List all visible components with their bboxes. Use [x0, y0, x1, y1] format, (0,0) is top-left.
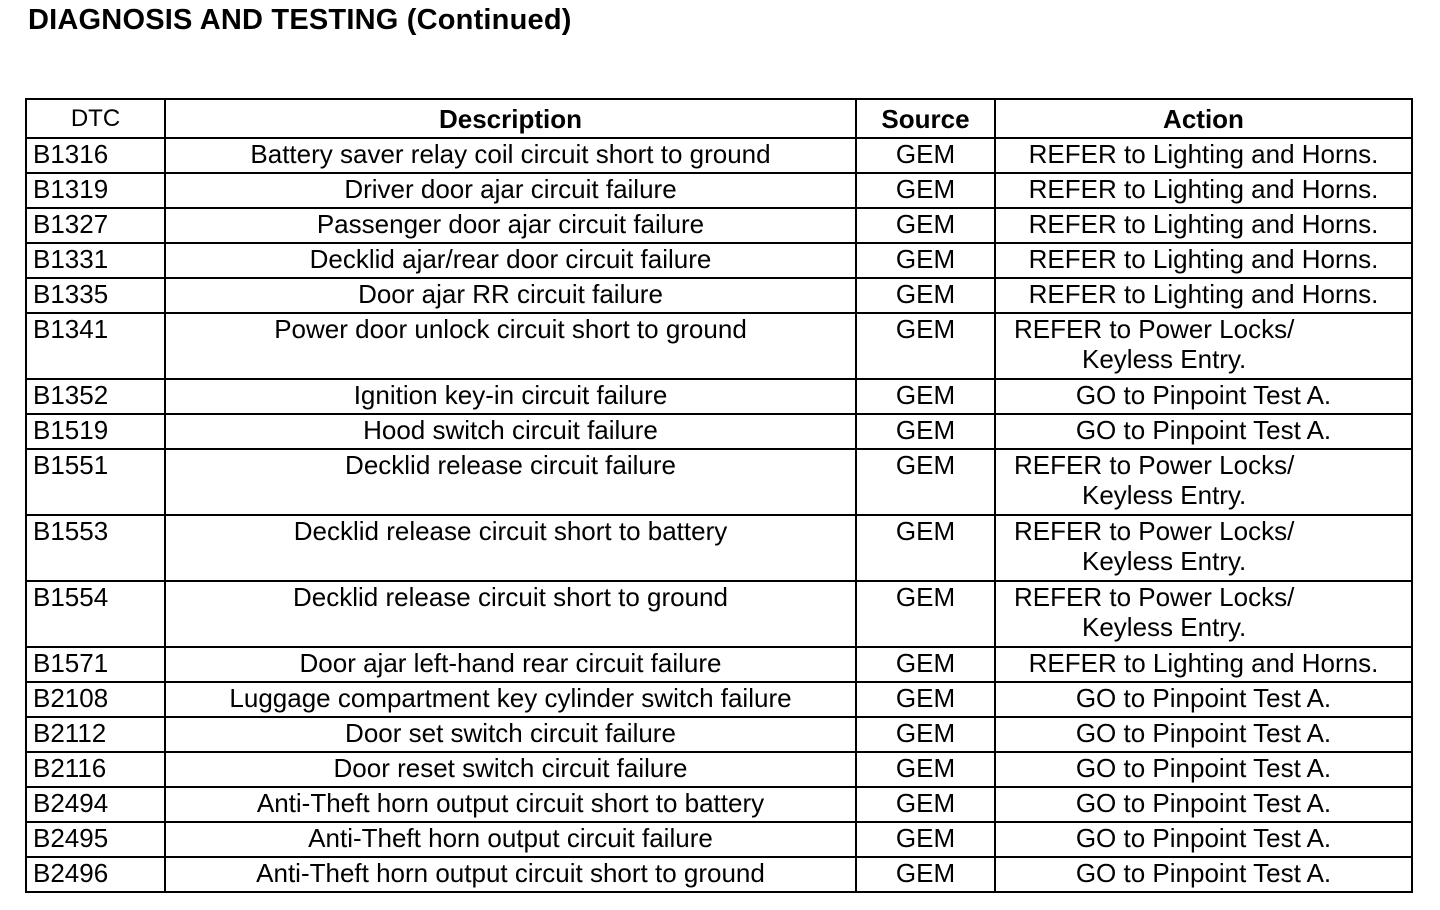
- action-cell: [995, 278, 1412, 313]
- dtc-code-cell: B1571: [26, 647, 165, 682]
- table-row: [26, 173, 1412, 208]
- dtc-code-cell: B2108: [26, 682, 165, 717]
- action-text: GO to Pinpoint Test A.: [1075, 858, 1332, 888]
- table-row: [26, 647, 1412, 682]
- action-text: Keyless Entry.: [1082, 612, 1247, 642]
- action-cell: [995, 449, 1412, 515]
- source-cell: GEM: [856, 682, 995, 717]
- table-row: [26, 717, 1412, 752]
- table-row: [26, 857, 1412, 892]
- action-text: REFER to Lighting and Horns.: [1028, 648, 1379, 678]
- source-cell: GEM: [856, 243, 995, 278]
- dtc-code-cell: B2496: [26, 857, 165, 892]
- action-cell: [995, 379, 1412, 414]
- description-cell: Decklid release circuit failure: [165, 449, 856, 515]
- table-row: [26, 515, 1412, 581]
- action-text: REFER to Power Locks/: [1014, 314, 1295, 344]
- action-cell: [995, 857, 1412, 892]
- table-row: [26, 208, 1412, 243]
- action-text: Keyless Entry.: [1082, 480, 1247, 510]
- action-cell: [995, 752, 1412, 787]
- table-row: [26, 243, 1412, 278]
- action-text: Keyless Entry.: [1082, 546, 1247, 576]
- action-cell: [995, 787, 1412, 822]
- action-text: GO to Pinpoint Test A.: [1075, 683, 1332, 713]
- source-cell: GEM: [856, 717, 995, 752]
- description-cell: Luggage compartment key cylinder switch failure: [165, 682, 856, 717]
- dtc-code-cell: B1553: [26, 515, 165, 581]
- dtc-code-cell: B1352: [26, 379, 165, 414]
- action-cell: [995, 647, 1412, 682]
- source-cell: GEM: [856, 278, 995, 313]
- dtc-code-cell: B1327: [26, 208, 165, 243]
- source-cell: GEM: [856, 515, 995, 581]
- source-cell: GEM: [856, 379, 995, 414]
- table-row: [26, 379, 1412, 414]
- header-dtc: DTC: [26, 99, 165, 138]
- description-cell: Hood switch circuit failure: [165, 414, 856, 449]
- dtc-code-cell: B1331: [26, 243, 165, 278]
- table-body: [26, 138, 1412, 892]
- description-cell: Anti-Theft horn output circuit short to ground: [165, 857, 856, 892]
- dtc-code-cell: B2116: [26, 752, 165, 787]
- action-text: REFER to Lighting and Horns.: [1028, 174, 1379, 204]
- page-title: DIAGNOSIS AND TESTING (Continued): [28, 4, 572, 36]
- table-row: [26, 581, 1412, 647]
- description-cell: Decklid release circuit short to battery: [165, 515, 856, 581]
- description-cell: Door ajar RR circuit failure: [165, 278, 856, 313]
- table-row: [26, 787, 1412, 822]
- dtc-code-cell: B2112: [26, 717, 165, 752]
- action-cell: [995, 515, 1412, 581]
- action-cell: [995, 581, 1412, 647]
- source-cell: GEM: [856, 313, 995, 379]
- action-cell: [995, 243, 1412, 278]
- description-cell: Anti-Theft horn output circuit failure: [165, 822, 856, 857]
- dtc-code-cell: B1551: [26, 449, 165, 515]
- description-cell: Anti-Theft horn output circuit short to battery: [165, 787, 856, 822]
- description-cell: Power door unlock circuit short to ground: [165, 313, 856, 379]
- action-cell: [995, 717, 1412, 752]
- action-text: REFER to Power Locks/: [1014, 582, 1295, 612]
- action-cell: [995, 414, 1412, 449]
- dtc-code-cell: B1316: [26, 138, 165, 173]
- table-row: [26, 752, 1412, 787]
- action-text: REFER to Lighting and Horns.: [1028, 244, 1379, 274]
- action-cell: [995, 682, 1412, 717]
- dtc-code-cell: B2495: [26, 822, 165, 857]
- dtc-code-cell: B1319: [26, 173, 165, 208]
- dtc-code-cell: B1341: [26, 313, 165, 379]
- table-row: [26, 313, 1412, 379]
- description-cell: Decklid release circuit short to ground: [165, 581, 856, 647]
- action-text: REFER to Power Locks/: [1014, 516, 1295, 546]
- table-row: [26, 278, 1412, 313]
- dtc-table: [25, 98, 1413, 893]
- source-cell: GEM: [856, 752, 995, 787]
- description-cell: Driver door ajar circuit failure: [165, 173, 856, 208]
- source-cell: GEM: [856, 787, 995, 822]
- action-text: GO to Pinpoint Test A.: [1075, 380, 1332, 410]
- dtc-code-cell: B1554: [26, 581, 165, 647]
- dtc-code-cell: B2494: [26, 787, 165, 822]
- table-row: [26, 822, 1412, 857]
- action-text: GO to Pinpoint Test A.: [1075, 718, 1332, 748]
- header-source: Source: [856, 99, 995, 138]
- table-header-row: [26, 99, 1412, 138]
- source-cell: GEM: [856, 647, 995, 682]
- action-text: REFER to Power Locks/: [1014, 450, 1295, 480]
- description-cell: Door set switch circuit failure: [165, 717, 856, 752]
- action-text: REFER to Lighting and Horns.: [1028, 279, 1379, 309]
- action-text: GO to Pinpoint Test A.: [1075, 823, 1332, 853]
- table-row: [26, 414, 1412, 449]
- action-cell: [995, 313, 1412, 379]
- source-cell: GEM: [856, 173, 995, 208]
- description-cell: Battery saver relay coil circuit short to ground: [165, 138, 856, 173]
- dtc-code-cell: B1519: [26, 414, 165, 449]
- table-row: [26, 449, 1412, 515]
- source-cell: GEM: [856, 414, 995, 449]
- description-cell: Decklid ajar/rear door circuit failure: [165, 243, 856, 278]
- description-cell: Ignition key-in circuit failure: [165, 379, 856, 414]
- dtc-code-cell: B1335: [26, 278, 165, 313]
- source-cell: GEM: [856, 449, 995, 515]
- source-cell: GEM: [856, 138, 995, 173]
- action-text: GO to Pinpoint Test A.: [1075, 753, 1332, 783]
- table-row: [26, 138, 1412, 173]
- action-cell: [995, 138, 1412, 173]
- action-text: GO to Pinpoint Test A.: [1075, 415, 1332, 445]
- source-cell: GEM: [856, 581, 995, 647]
- action-cell: [995, 173, 1412, 208]
- action-text: GO to Pinpoint Test A.: [1075, 788, 1332, 818]
- description-cell: Door ajar left-hand rear circuit failure: [165, 647, 856, 682]
- action-cell: [995, 822, 1412, 857]
- action-text: Keyless Entry.: [1082, 344, 1247, 374]
- description-cell: Door reset switch circuit failure: [165, 752, 856, 787]
- source-cell: GEM: [856, 857, 995, 892]
- action-text: REFER to Lighting and Horns.: [1028, 139, 1379, 169]
- action-cell: [995, 208, 1412, 243]
- description-cell: Passenger door ajar circuit failure: [165, 208, 856, 243]
- header-description: Description: [165, 99, 856, 138]
- action-text: REFER to Lighting and Horns.: [1028, 209, 1379, 239]
- source-cell: GEM: [856, 208, 995, 243]
- source-cell: GEM: [856, 822, 995, 857]
- table-row: [26, 682, 1412, 717]
- header-action: Action: [995, 99, 1412, 138]
